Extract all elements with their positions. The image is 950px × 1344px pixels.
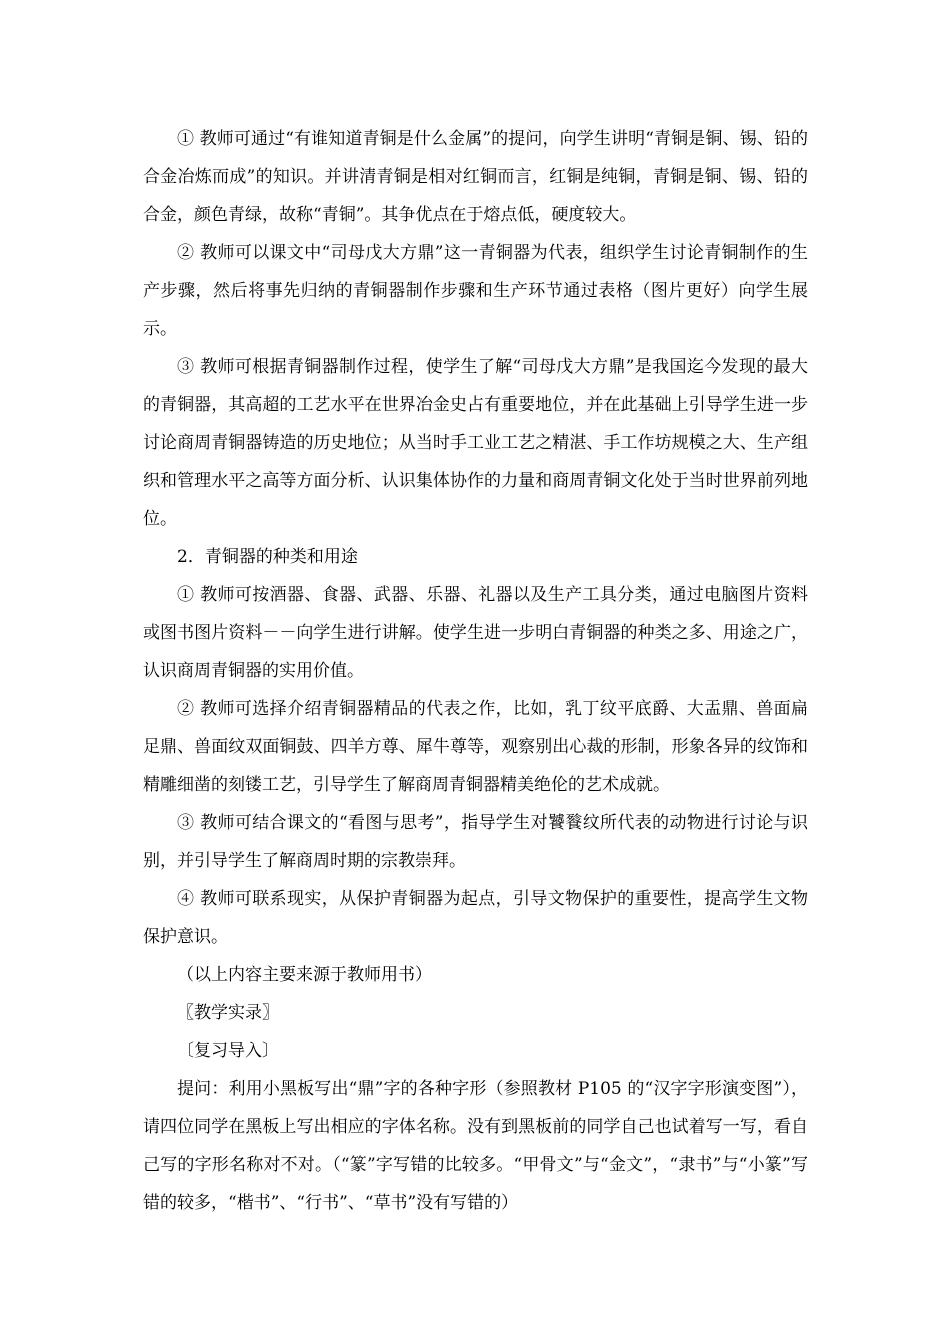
subheading-review-intro: 〔复习导入〕 <box>177 1041 279 1061</box>
document-body <box>143 120 808 1222</box>
section-heading-teaching-record: 〖教学实录〗 <box>177 1003 279 1023</box>
paragraph-relic-protection: ④ 教师可联系现实，从保护青铜器为起点，引导文物保护的重要性，提高学生文物保护意识。 <box>143 889 808 947</box>
paragraph-classification: ① 教师可按酒器、食器、武器、乐器、礼器以及生产工具分类，通过电脑图片资料或图书图片资料－－向学生进行讲解。使学生进一步明白青铜器的种类之多、用途之广，认识商周青铜器的实用价值。 <box>143 585 808 681</box>
paragraph-taotie-pattern: ③ 教师可结合课文的“看图与思考”，指导学生对饕餮纹所代表的动物进行讨论与识别，并引导学生了解商周时期的宗教崇拜。 <box>143 813 808 871</box>
paragraph-bronze-definition: ① 教师可通过“有谁知道青铜是什么金属”的提问，向学生讲明“青铜是铜、锡、铅的合金冶炼而成”的知识。并讲清青铜是相对红铜而言，红铜是纯铜，青铜是铜、锡、铅的合金，颜色青绿，故称“青铜”。其争优点在于熔点低，硬度较大。 <box>143 129 808 225</box>
paragraph-question-activity: 提问：利用小黑板写出“鼎”字的各种字形（参照教材 P105 的“汉字字形演变图”），请四位同学在黑板上写出相应的字体名称。没有到黑板前的同学自己也试着写一写，看自己写的字形名称对不对。（“篆”字写错的比较多。“甲骨文”与“金文”，“隶书”与“小篆”写错的较多，“楷书”、“行书”、“草书”没有写错的） <box>143 1079 808 1213</box>
section-heading-types-and-uses: 2．青铜器的种类和用途 <box>177 547 358 567</box>
paragraph-masterpieces: ② 教师可选择介绍青铜器精品的代表之作，比如，乳丁纹平底爵、大盂鼎、兽面扁足鼎、兽面纹双面铜鼓、四羊方尊、犀牛尊等，观察别出心裁的形制，形象各异的纹饰和精雕细凿的刻镂工艺，引导学生了解商周青铜器精美绝伦的艺术成就。 <box>143 699 808 795</box>
paragraph-historical-status: ③ 教师可根据青铜器制作过程，使学生了解“司母戊大方鼎”是我国迄今发现的最大的青铜器，其高超的工艺水平在世界冶金史占有重要地位，并在此基础上引导学生进一步讨论商周青铜器铸造的历史地位；从当时手工业工艺之精湛、手工作坊规模之大、生产组织和管理水平之高等方面分析、认识集体协作的力量和商周青铜文化处于当时世界前列地位。 <box>143 357 808 529</box>
paragraph-production-steps: ② 教师可以课文中“司母戊大方鼎”这一青铜器为代表，组织学生讨论青铜制作的生产步骤，然后将事先归纳的青铜器制作步骤和生产环节通过表格（图片更好）向学生展示。 <box>143 243 808 339</box>
source-note: （以上内容主要来源于教师用书） <box>177 965 432 985</box>
